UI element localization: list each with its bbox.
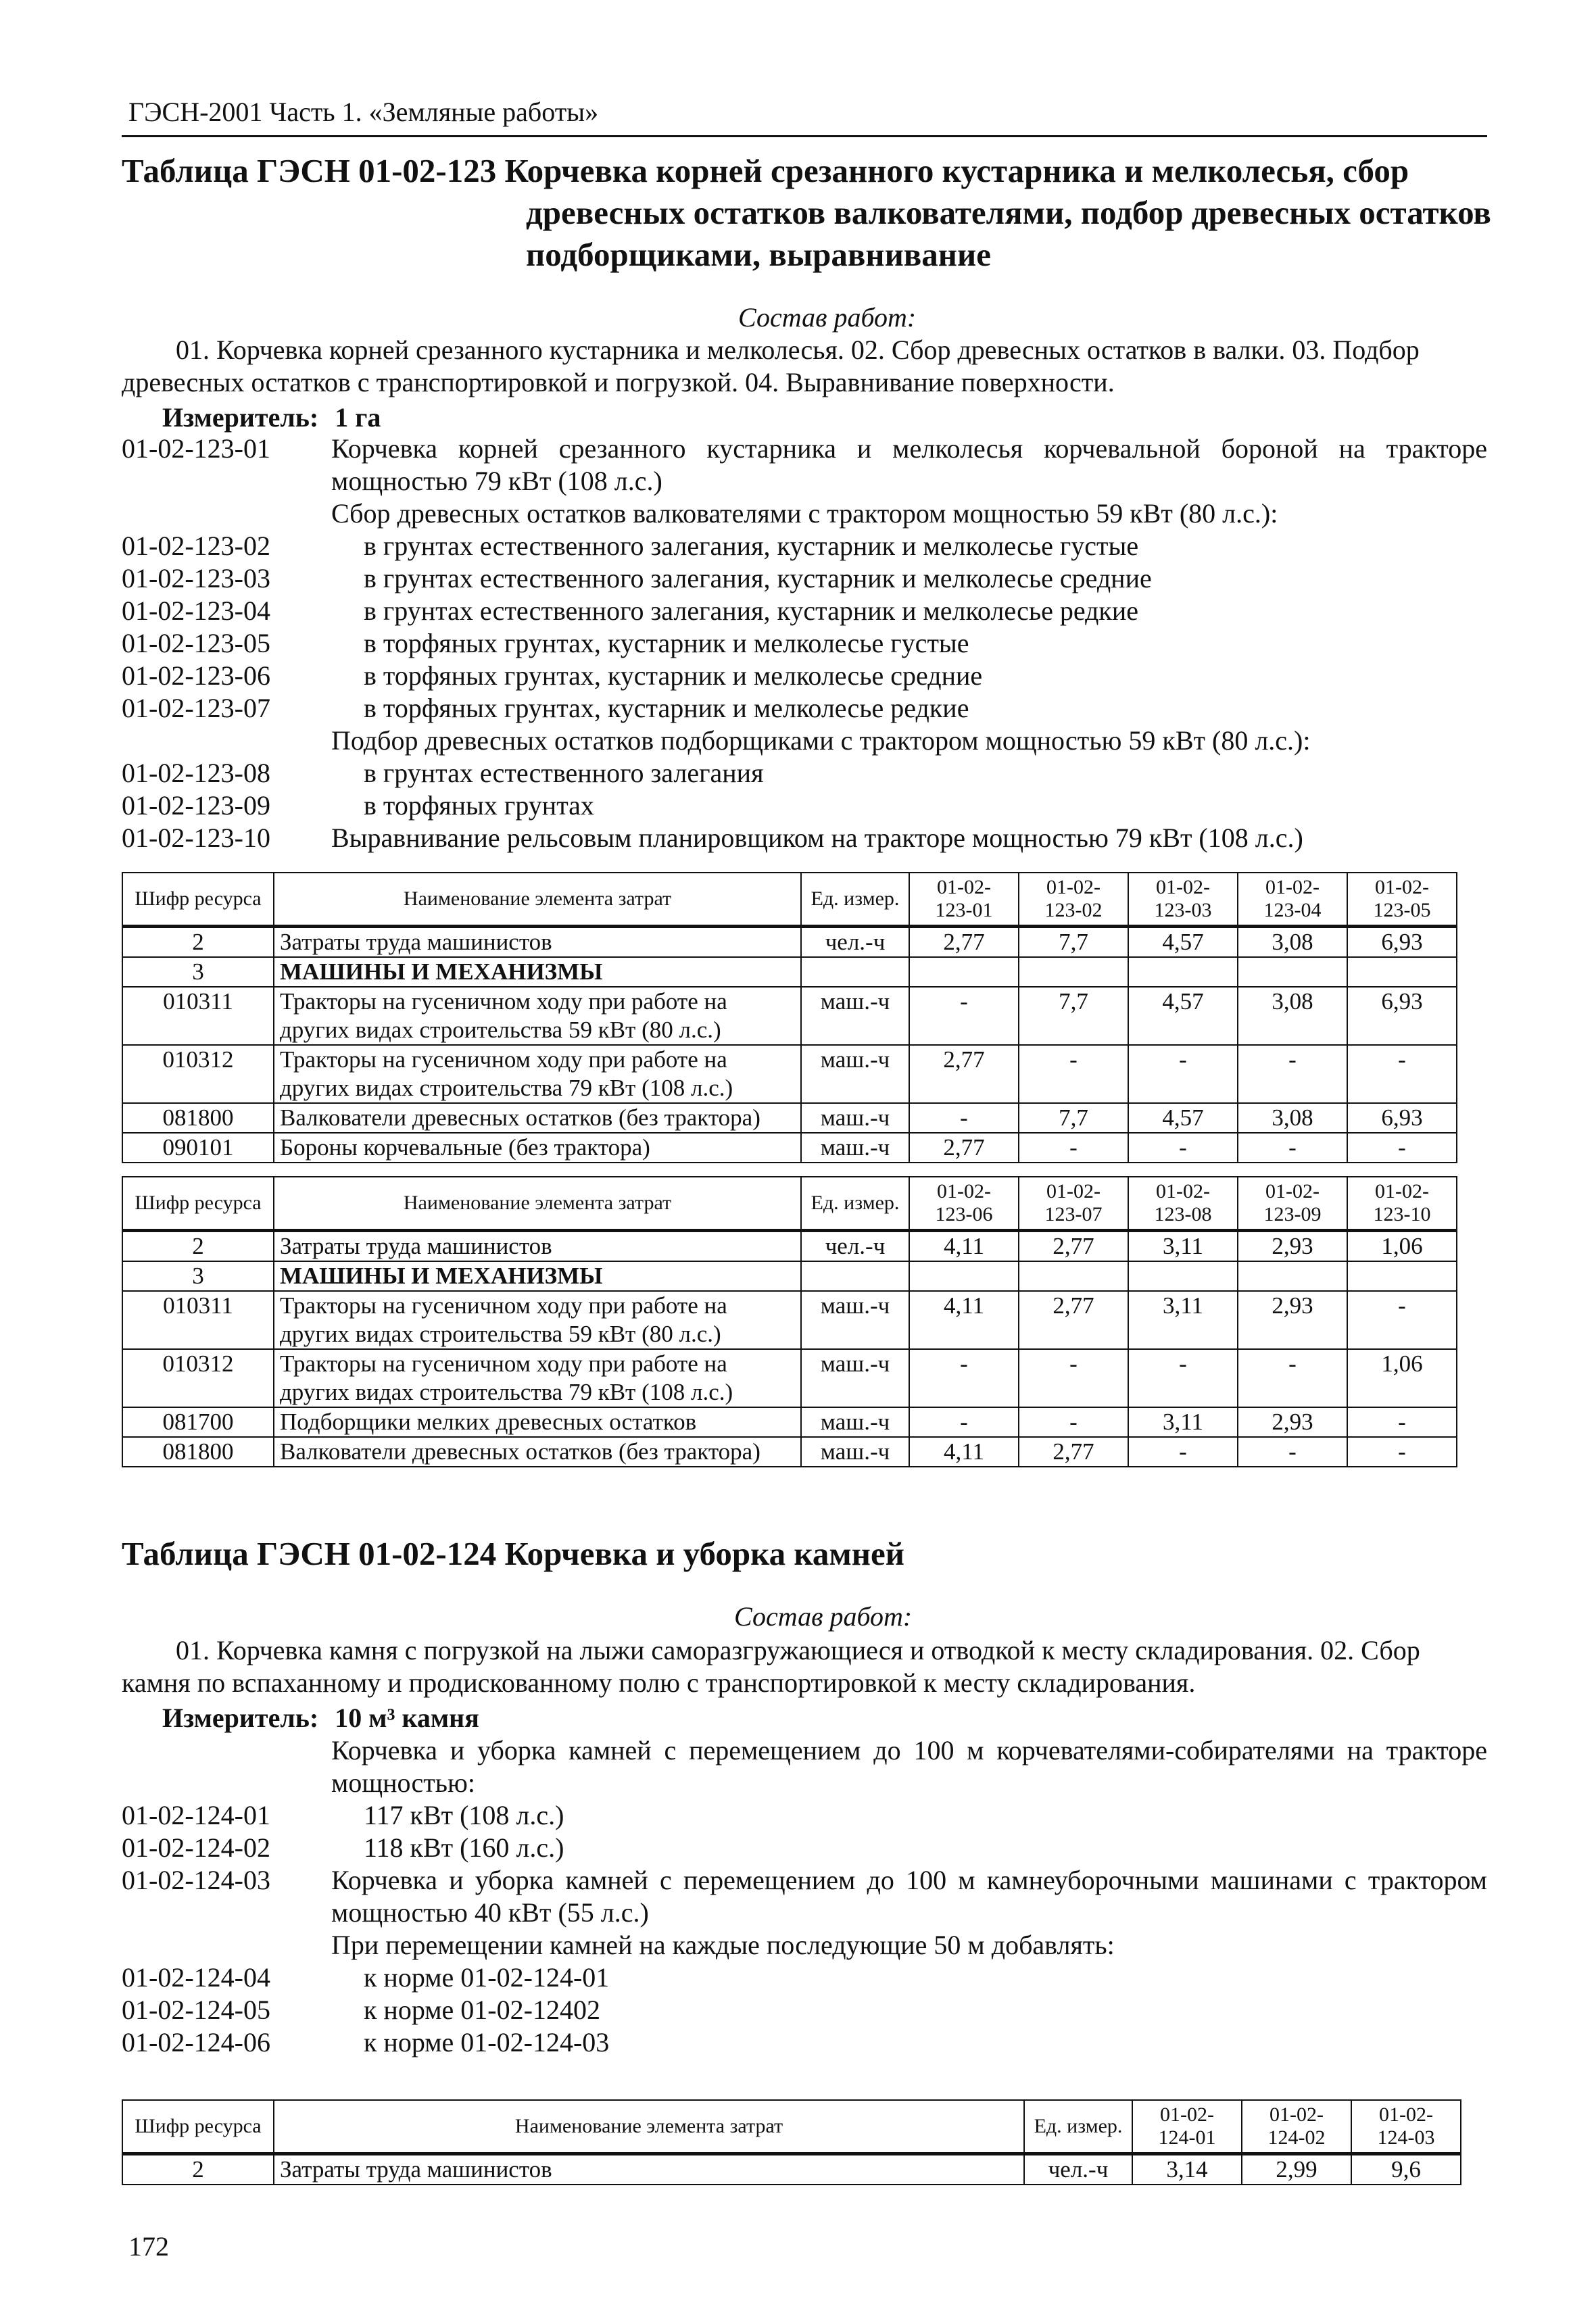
table-header-row bbox=[122, 1177, 1457, 1231]
cell-value: - bbox=[909, 1407, 1019, 1437]
cell-unit: маш.-ч bbox=[801, 1133, 909, 1163]
cell-name: МАШИНЫ И МЕХАНИЗМЫ bbox=[274, 1261, 801, 1291]
norm-code: 01-02-123-09 bbox=[122, 790, 270, 821]
meter-123 bbox=[162, 401, 381, 433]
column-header-line: 123-03 bbox=[1154, 899, 1212, 921]
cell-code: 090101 bbox=[122, 1133, 274, 1163]
cell-value bbox=[1347, 957, 1457, 987]
cell-value: 2,77 bbox=[909, 927, 1019, 958]
column-header-line: 123-09 bbox=[1263, 1203, 1322, 1225]
column-header-line: 123-07 bbox=[1044, 1203, 1103, 1225]
cell-code: 010311 bbox=[122, 1291, 274, 1349]
norm-row bbox=[122, 497, 1487, 530]
cell-value: - bbox=[1238, 1437, 1347, 1467]
cell-value: - bbox=[1019, 1133, 1128, 1163]
cell-name: Затраты труда машинистов bbox=[274, 927, 801, 958]
norm-row bbox=[122, 1864, 1487, 1929]
cell-name: МАШИНЫ И МЕХАНИЗМЫ bbox=[274, 957, 801, 987]
column-header-line: 01-02- bbox=[1046, 876, 1101, 898]
cell-name: Бороны корчевальные (без трактора) bbox=[274, 1133, 801, 1163]
cell-name: Тракторы на гусеничном ходу при работе на других видах строительства 59 кВт (80 л.с.) bbox=[274, 987, 801, 1045]
cell-value bbox=[909, 957, 1019, 987]
cell-value: 4,57 bbox=[1128, 987, 1238, 1045]
table-row bbox=[122, 1291, 1457, 1349]
cell-code: 010312 bbox=[122, 1045, 274, 1103]
column-header-unit: Ед. измер. bbox=[801, 1177, 909, 1231]
column-header-line: 01-02- bbox=[1156, 876, 1210, 898]
cell-value: 2,99 bbox=[1242, 2154, 1351, 2185]
page-number: 172 bbox=[128, 2231, 169, 2262]
column-header-line: 123-10 bbox=[1373, 1203, 1431, 1225]
cell-value: 7,7 bbox=[1019, 987, 1128, 1045]
norm-description: Сбор древесных остатков валкователями с трактором мощностью 59 кВт (80 л.с.): bbox=[331, 498, 1278, 529]
column-header-norm bbox=[1347, 873, 1457, 927]
running-head: ГЭСН-2001 Часть 1. «Земляные работы» bbox=[128, 97, 599, 127]
norm-row bbox=[122, 1929, 1487, 1961]
table-row bbox=[122, 1231, 1457, 1262]
norm-description: в торфяных грунтах, кустарник и мелколесье густые bbox=[364, 628, 969, 658]
column-header-norm bbox=[1132, 2100, 1242, 2154]
norm-code: 01-02-123-10 bbox=[122, 823, 270, 853]
norm-list-123 bbox=[122, 433, 1487, 854]
cell-code: 010311 bbox=[122, 987, 274, 1045]
cell-value: - bbox=[1019, 1349, 1128, 1407]
norm-code: 01-02-124-05 bbox=[122, 1995, 270, 2025]
cell-value: 2,93 bbox=[1238, 1407, 1347, 1437]
norm-description: к норме 01-02-124-01 bbox=[364, 1962, 610, 1993]
column-header-line: 01-02- bbox=[1156, 1180, 1210, 1202]
norm-row bbox=[122, 595, 1487, 627]
cell-unit bbox=[801, 957, 909, 987]
column-header-line: 123-02 bbox=[1044, 899, 1103, 921]
composition-line: древесных остатков с транспортировкой и погрузкой. 04. Выравнивание поверхности. bbox=[122, 367, 1115, 397]
norm-row bbox=[122, 1961, 1487, 1994]
cell-value: 6,93 bbox=[1347, 987, 1457, 1045]
table-row bbox=[122, 1103, 1457, 1133]
composition-text-123 bbox=[122, 334, 1487, 399]
norm-row bbox=[122, 1734, 1487, 1799]
cell-code: 2 bbox=[122, 2154, 274, 2185]
cell-unit: чел.-ч bbox=[1024, 2154, 1132, 2185]
norm-description: к норме 01-02-12402 bbox=[364, 1995, 600, 2025]
column-header-code: Шифр ресурса bbox=[122, 873, 274, 927]
cell-value: 7,7 bbox=[1019, 1103, 1128, 1133]
table-header-row bbox=[122, 873, 1457, 927]
norm-code: 01-02-124-06 bbox=[122, 2027, 270, 2057]
column-header-line: 01-02- bbox=[1379, 2103, 1433, 2126]
cell-code: 081800 bbox=[122, 1103, 274, 1133]
norm-code: 01-02-123-06 bbox=[122, 660, 270, 691]
cell-unit: маш.-ч bbox=[801, 1103, 909, 1133]
cell-value: 4,11 bbox=[909, 1291, 1019, 1349]
cell-value: 3,11 bbox=[1128, 1231, 1238, 1262]
cell-value: - bbox=[1347, 1133, 1457, 1163]
cell-value bbox=[1128, 957, 1238, 987]
cell-code: 081800 bbox=[122, 1437, 274, 1467]
norm-row bbox=[122, 725, 1487, 757]
cell-code: 3 bbox=[122, 957, 274, 987]
column-header-norm bbox=[1347, 1177, 1457, 1231]
cell-value: 6,93 bbox=[1347, 1103, 1457, 1133]
norm-description: Корчевка и уборка камней с перемещением до 100 м корчевателями-собирателями на тракторе мощностью: bbox=[331, 1735, 1487, 1798]
cell-name: Затраты труда машинистов bbox=[274, 2154, 1024, 2185]
norm-code: 01-02-123-02 bbox=[122, 531, 270, 561]
cell-value: - bbox=[1128, 1133, 1238, 1163]
cell-unit: маш.-ч bbox=[801, 1437, 909, 1467]
cell-value: - bbox=[1347, 1045, 1457, 1103]
cell-value: 3,11 bbox=[1128, 1291, 1238, 1349]
cell-value: - bbox=[909, 1349, 1019, 1407]
cell-name: Подборщики мелких древесных остатков bbox=[274, 1407, 801, 1437]
cell-value: 2,77 bbox=[909, 1133, 1019, 1163]
column-header-line: 123-01 bbox=[935, 899, 993, 921]
cell-value bbox=[1128, 1261, 1238, 1291]
cell-code: 2 bbox=[122, 927, 274, 958]
norm-description: в грунтах естественного залегания bbox=[364, 758, 764, 788]
table-row bbox=[122, 1261, 1457, 1291]
column-header-line: 01-02- bbox=[1160, 2103, 1214, 2126]
norm-description: к норме 01-02-124-03 bbox=[364, 2027, 610, 2057]
cell-value bbox=[1019, 1261, 1128, 1291]
column-header-line: 01-02- bbox=[1375, 876, 1429, 898]
column-header-norm bbox=[1128, 873, 1238, 927]
norm-row bbox=[122, 757, 1487, 789]
norm-row bbox=[122, 692, 1487, 725]
cell-value: 2,77 bbox=[1019, 1231, 1128, 1262]
cell-value: - bbox=[909, 1103, 1019, 1133]
resource-table-124-01-03 bbox=[122, 2099, 1461, 2185]
table-row bbox=[122, 987, 1457, 1045]
resource-table-123-01-05 bbox=[122, 872, 1457, 1163]
meter-value: 1 га bbox=[335, 402, 381, 433]
norm-description: 117 кВт (108 л.с.) bbox=[364, 1800, 564, 1830]
norm-code: 01-02-123-01 bbox=[122, 433, 270, 464]
column-header-line: 124-02 bbox=[1267, 2126, 1326, 2149]
norm-description: Подбор древесных остатков подборщиками с трактором мощностью 59 кВт (80 л.с.): bbox=[331, 725, 1311, 756]
norm-row bbox=[122, 789, 1487, 822]
composition-caption-123: Состав работ: bbox=[738, 302, 917, 333]
norm-description: 118 кВт (160 л.с.) bbox=[364, 1832, 564, 1863]
norm-code: 01-02-123-05 bbox=[122, 628, 270, 658]
cell-value: - bbox=[1019, 1407, 1128, 1437]
norm-code bbox=[122, 1734, 331, 1799]
norm-row bbox=[122, 822, 1487, 854]
column-header-name: Наименование элемента затрат bbox=[274, 2100, 1024, 2154]
cell-value: 3,08 bbox=[1238, 1103, 1347, 1133]
meter-value: 10 м³ камня bbox=[335, 1703, 479, 1733]
cell-unit: маш.-ч bbox=[801, 1045, 909, 1103]
composition-line: 01. Корчевка корней срезанного кустарника и мелколесья. 02. Сбор древесных остатков в валки. 03. Подбор bbox=[176, 335, 1420, 365]
cell-value: - bbox=[1238, 1133, 1347, 1163]
meter-label: Измеритель: bbox=[162, 402, 319, 433]
cell-code: 3 bbox=[122, 1261, 274, 1291]
column-header-line: 123-08 bbox=[1154, 1203, 1212, 1225]
norm-row bbox=[122, 433, 1487, 497]
column-header-unit: Ед. измер. bbox=[801, 873, 909, 927]
column-header-code: Шифр ресурса bbox=[122, 1177, 274, 1231]
norm-code bbox=[122, 1929, 331, 1961]
cell-value: 3,14 bbox=[1132, 2154, 1242, 2185]
norm-row bbox=[122, 660, 1487, 692]
cell-value: 2,93 bbox=[1238, 1291, 1347, 1349]
composition-line: камня по вспаханному и продискованному полю с транспортировкой к месту складирования. bbox=[122, 1667, 1196, 1698]
norm-row bbox=[122, 530, 1487, 562]
cell-value: - bbox=[1347, 1437, 1457, 1467]
table-123-title-line3: подборщиками, выравнивание bbox=[526, 236, 991, 273]
cell-value: - bbox=[1128, 1349, 1238, 1407]
column-header-name: Наименование элемента затрат bbox=[274, 1177, 801, 1231]
composition-caption-124: Состав работ: bbox=[734, 1601, 913, 1632]
norm-description: в грунтах естественного залегания, кустарник и мелколесье редкие bbox=[364, 595, 1139, 626]
cell-code: 081700 bbox=[122, 1407, 274, 1437]
column-header-line: 123-04 bbox=[1263, 899, 1322, 921]
cell-value: 6,93 bbox=[1347, 927, 1457, 958]
cell-value: 9,6 bbox=[1351, 2154, 1461, 2185]
column-header-norm bbox=[909, 1177, 1019, 1231]
column-header-line: 01-02- bbox=[937, 876, 991, 898]
norm-code: 01-02-123-07 bbox=[122, 693, 270, 723]
column-header-name: Наименование элемента затрат bbox=[274, 873, 801, 927]
table-123-title-line1: Таблица ГЭСН 01-02-123 Корчевка корней срезанного кустарника и мелколесья, сбор bbox=[122, 152, 1409, 189]
cell-unit bbox=[801, 1261, 909, 1291]
column-header-norm bbox=[1019, 873, 1128, 927]
cell-value: 3,11 bbox=[1128, 1407, 1238, 1437]
norm-description: Выравнивание рельсовым планировщиком на тракторе мощностью 79 кВт (108 л.с.) bbox=[331, 823, 1303, 853]
table-row bbox=[122, 927, 1457, 958]
norm-code: 01-02-123-08 bbox=[122, 758, 270, 788]
norm-description: При перемещении камней на каждые последующие 50 м добавлять: bbox=[331, 1930, 1115, 1960]
column-header-norm bbox=[909, 873, 1019, 927]
resource-table-123-06-10 bbox=[122, 1176, 1457, 1467]
column-header-line: 124-01 bbox=[1158, 2126, 1216, 2149]
norm-code: 01-02-123-04 bbox=[122, 595, 270, 626]
table-row bbox=[122, 1045, 1457, 1103]
cell-name: Валкователи древесных остатков (без трактора) bbox=[274, 1103, 801, 1133]
cell-value: 4,57 bbox=[1128, 1103, 1238, 1133]
cell-value bbox=[1238, 957, 1347, 987]
column-header-line: 01-02- bbox=[1265, 876, 1320, 898]
column-header-line: 124-03 bbox=[1377, 2126, 1435, 2149]
table-row bbox=[122, 1407, 1457, 1437]
column-header-norm bbox=[1238, 873, 1347, 927]
cell-name: Валкователи древесных остатков (без трактора) bbox=[274, 1437, 801, 1467]
norm-row bbox=[122, 2026, 1487, 2059]
cell-value bbox=[1238, 1261, 1347, 1291]
cell-name: Тракторы на гусеничном ходу при работе на других видах строительства 59 кВт (80 л.с.) bbox=[274, 1291, 801, 1349]
column-header-line: 123-06 bbox=[935, 1203, 993, 1225]
meter-124 bbox=[162, 1702, 479, 1734]
cell-value: - bbox=[1128, 1437, 1238, 1467]
column-header-norm bbox=[1351, 2100, 1461, 2154]
norm-description: Корчевка и уборка камней с перемещением до 100 м камнеуборочными машинами с трактором мощностью 40 кВт (55 л.с.) bbox=[331, 1865, 1487, 1928]
cell-value: - bbox=[1347, 1291, 1457, 1349]
norm-row bbox=[122, 627, 1487, 660]
cell-value bbox=[1347, 1261, 1457, 1291]
cell-value: - bbox=[1238, 1045, 1347, 1103]
norm-description: в торфяных грунтах, кустарник и мелколесье редкие bbox=[364, 693, 969, 723]
column-header-line: 01-02- bbox=[1269, 2103, 1324, 2126]
norm-code bbox=[122, 497, 331, 530]
cell-value: - bbox=[1019, 1045, 1128, 1103]
table-row bbox=[122, 2154, 1461, 2185]
column-header-norm bbox=[1242, 2100, 1351, 2154]
norm-description: в грунтах естественного залегания, кустарник и мелколесье густые bbox=[364, 531, 1139, 561]
table-row bbox=[122, 1133, 1457, 1163]
column-header-code: Шифр ресурса bbox=[122, 2100, 274, 2154]
cell-value: 4,11 bbox=[909, 1437, 1019, 1467]
cell-value: 3,08 bbox=[1238, 987, 1347, 1045]
cell-unit: маш.-ч bbox=[801, 1349, 909, 1407]
composition-text-124 bbox=[122, 1634, 1487, 1699]
table-header-row bbox=[122, 2100, 1461, 2154]
cell-value: 2,77 bbox=[909, 1045, 1019, 1103]
table-123-title bbox=[122, 150, 1491, 276]
cell-code: 2 bbox=[122, 1231, 274, 1262]
norm-row bbox=[122, 1994, 1487, 2026]
cell-code: 010312 bbox=[122, 1349, 274, 1407]
norm-row bbox=[122, 1799, 1487, 1832]
header-rule bbox=[122, 135, 1487, 137]
cell-value: 4,57 bbox=[1128, 927, 1238, 958]
column-header-line: 01-02- bbox=[1046, 1180, 1101, 1202]
composition-line: 01. Корчевка камня с погрузкой на лыжи саморазгружающиеся и отводкой к месту складирования. 02. Сбор bbox=[176, 1635, 1420, 1665]
norm-description: в торфяных грунтах bbox=[364, 790, 594, 821]
table-123-title-line2: древесных остатков валкователями, подбор древесных остатков bbox=[526, 194, 1491, 231]
norm-code: 01-02-123-03 bbox=[122, 563, 270, 593]
norm-description: в торфяных грунтах, кустарник и мелколесье средние bbox=[364, 660, 983, 691]
cell-name: Тракторы на гусеничном ходу при работе на других видах строительства 79 кВт (108 л.с.) bbox=[274, 1045, 801, 1103]
norm-code: 01-02-124-01 bbox=[122, 1800, 270, 1830]
norm-description: Корчевка корней срезанного кустарника и мелколесья корчевальной бороной на тракторе мощностью 79 кВт (108 л.с.) bbox=[331, 433, 1487, 496]
cell-value: 7,7 bbox=[1019, 927, 1128, 958]
column-header-line: 01-02- bbox=[1265, 1180, 1320, 1202]
column-header-norm bbox=[1238, 1177, 1347, 1231]
cell-value: 2,93 bbox=[1238, 1231, 1347, 1262]
cell-value: 2,77 bbox=[1019, 1437, 1128, 1467]
meter-label: Измеритель: bbox=[162, 1703, 319, 1733]
column-header-line: 01-02- bbox=[1375, 1180, 1429, 1202]
cell-unit: маш.-ч bbox=[801, 1291, 909, 1349]
cell-value bbox=[1019, 957, 1128, 987]
column-header-norm bbox=[1019, 1177, 1128, 1231]
cell-value: 1,06 bbox=[1347, 1349, 1457, 1407]
cell-unit: чел.-ч bbox=[801, 1231, 909, 1262]
norm-code: 01-02-124-03 bbox=[122, 1865, 270, 1895]
cell-value: - bbox=[1238, 1349, 1347, 1407]
table-124-title: Таблица ГЭСН 01-02-124 Корчевка и уборка камней bbox=[122, 1535, 904, 1572]
column-header-line: 123-05 bbox=[1373, 899, 1431, 921]
cell-value: - bbox=[1347, 1407, 1457, 1437]
norm-row bbox=[122, 1832, 1487, 1864]
norm-description: в грунтах естественного залегания, кустарник и мелколесье средние bbox=[364, 563, 1152, 593]
column-header-unit: Ед. измер. bbox=[1024, 2100, 1132, 2154]
cell-value: 1,06 bbox=[1347, 1231, 1457, 1262]
cell-name: Затраты труда машинистов bbox=[274, 1231, 801, 1262]
cell-value: 2,77 bbox=[1019, 1291, 1128, 1349]
norm-code: 01-02-124-04 bbox=[122, 1962, 270, 1993]
cell-value: 3,08 bbox=[1238, 927, 1347, 958]
norm-code bbox=[122, 725, 331, 757]
norm-list-124 bbox=[122, 1734, 1487, 2059]
cell-unit: чел.-ч bbox=[801, 927, 909, 958]
table-row bbox=[122, 1437, 1457, 1467]
column-header-norm bbox=[1128, 1177, 1238, 1231]
column-header-line: 01-02- bbox=[937, 1180, 991, 1202]
norm-code: 01-02-124-02 bbox=[122, 1832, 270, 1863]
cell-value: 4,11 bbox=[909, 1231, 1019, 1262]
cell-value bbox=[909, 1261, 1019, 1291]
cell-unit: маш.-ч bbox=[801, 987, 909, 1045]
cell-value: - bbox=[909, 987, 1019, 1045]
cell-unit: маш.-ч bbox=[801, 1407, 909, 1437]
table-row bbox=[122, 957, 1457, 987]
cell-value: - bbox=[1128, 1045, 1238, 1103]
norm-row bbox=[122, 562, 1487, 595]
table-row bbox=[122, 1349, 1457, 1407]
cell-name: Тракторы на гусеничном ходу при работе на других видах строительства 79 кВт (108 л.с.) bbox=[274, 1349, 801, 1407]
